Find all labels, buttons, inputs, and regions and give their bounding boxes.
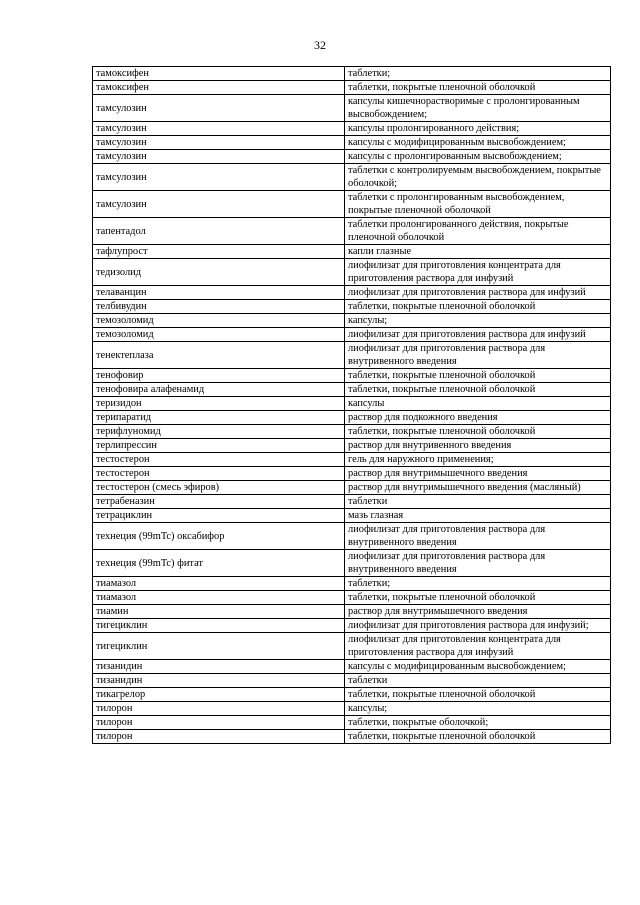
dosage-form-cell: лиофилизат для приготовления раствора для инфузий (345, 286, 611, 300)
drug-name-cell: терлипрессин (93, 439, 345, 453)
drug-name-cell: тедизолид (93, 259, 345, 286)
dosage-form-cell: таблетки; (345, 577, 611, 591)
table-row (93, 383, 611, 397)
dosage-form-cell: таблетки (345, 674, 611, 688)
table-row (93, 467, 611, 481)
dosage-form-cell: капсулы (345, 397, 611, 411)
table-row (93, 136, 611, 150)
table-row (93, 95, 611, 122)
table-row (93, 425, 611, 439)
drug-name-cell: тапентадол (93, 218, 345, 245)
dosage-form-cell: раствор для внутримышечного введения (345, 605, 611, 619)
table-row (93, 300, 611, 314)
table-row (93, 688, 611, 702)
table-row (93, 164, 611, 191)
table-row (93, 411, 611, 425)
table-row (93, 716, 611, 730)
drug-name-cell: тамоксифен (93, 67, 345, 81)
table-row (93, 67, 611, 81)
drug-name-cell: тизанидин (93, 674, 345, 688)
drug-name-cell: тамсулозин (93, 95, 345, 122)
drug-name-cell: терипаратид (93, 411, 345, 425)
drug-table (92, 66, 611, 744)
dosage-form-cell: капсулы кишечнорастворимые с пролонгированным высвобождением; (345, 95, 611, 122)
drug-name-cell: тилорон (93, 730, 345, 744)
dosage-form-cell: раствор для внутримышечного введения (масляный) (345, 481, 611, 495)
table-row (93, 397, 611, 411)
drug-name-cell: тизанидин (93, 660, 345, 674)
dosage-form-cell: лиофилизат для приготовления концентрата для приготовления раствора для инфузий (345, 633, 611, 660)
drug-name-cell: темозоломид (93, 328, 345, 342)
drug-name-cell: тафлупрост (93, 245, 345, 259)
drug-name-cell: тамсулозин (93, 136, 345, 150)
drug-name-cell: тилорон (93, 702, 345, 716)
table-row (93, 245, 611, 259)
drug-name-cell: тестостерон (смесь эфиров) (93, 481, 345, 495)
dosage-form-cell: таблетки, покрытые оболочкой; (345, 716, 611, 730)
drug-name-cell: тестостерон (93, 467, 345, 481)
drug-name-cell: технеция (99mTc) оксабифор (93, 523, 345, 550)
dosage-form-cell: раствор для внутримышечного введения (345, 467, 611, 481)
drug-name-cell: темозоломид (93, 314, 345, 328)
drug-name-cell: тигециклин (93, 633, 345, 660)
dosage-form-cell: раствор для подкожного введения (345, 411, 611, 425)
dosage-form-cell: лиофилизат для приготовления раствора для внутривенного введения (345, 342, 611, 369)
table-row (93, 730, 611, 744)
dosage-form-cell: лиофилизат для приготовления концентрата для приготовления раствора для инфузий (345, 259, 611, 286)
dosage-form-cell: капсулы; (345, 702, 611, 716)
drug-name-cell: тиамин (93, 605, 345, 619)
drug-name-cell: тамсулозин (93, 122, 345, 136)
drug-name-cell: тилорон (93, 716, 345, 730)
drug-name-cell: теризидон (93, 397, 345, 411)
dosage-form-cell: таблетки с контролируемым высвобождением, покрытые оболочкой; (345, 164, 611, 191)
table-row (93, 314, 611, 328)
dosage-form-cell: лиофилизат для приготовления раствора для инфузий; (345, 619, 611, 633)
drug-name-cell: тестостерон (93, 453, 345, 467)
table-row (93, 286, 611, 300)
dosage-form-cell: таблетки, покрытые пленочной оболочкой (345, 383, 611, 397)
table-row (93, 495, 611, 509)
drug-name-cell: тенектеплаза (93, 342, 345, 369)
dosage-form-cell: гель для наружного применения; (345, 453, 611, 467)
drug-name-cell: тиамазол (93, 577, 345, 591)
dosage-form-cell: таблетки, покрытые пленочной оболочкой (345, 369, 611, 383)
dosage-form-cell: таблетки, покрытые пленочной оболочкой (345, 81, 611, 95)
dosage-form-cell: капсулы с пролонгированным высвобождением; (345, 150, 611, 164)
table-row (93, 439, 611, 453)
drug-name-cell: терифлуномид (93, 425, 345, 439)
table-row (93, 81, 611, 95)
dosage-form-cell: капсулы с модифицированным высвобождением; (345, 136, 611, 150)
dosage-form-cell: таблетки, покрытые пленочной оболочкой (345, 688, 611, 702)
table-row (93, 702, 611, 716)
table-row (93, 481, 611, 495)
drug-name-cell: тенофовир (93, 369, 345, 383)
table-row (93, 150, 611, 164)
dosage-form-cell: раствор для внутривенного введения (345, 439, 611, 453)
drug-name-cell: тамсулозин (93, 191, 345, 218)
drug-name-cell: тамоксифен (93, 81, 345, 95)
drug-name-cell: тамсулозин (93, 150, 345, 164)
table-row (93, 328, 611, 342)
table-row (93, 369, 611, 383)
dosage-form-cell: таблетки с пролонгированным высвобождением, покрытые пленочной оболочкой (345, 191, 611, 218)
table-row (93, 259, 611, 286)
table-row (93, 591, 611, 605)
drug-name-cell: тиамазол (93, 591, 345, 605)
drug-name-cell: тетрабеназин (93, 495, 345, 509)
drug-name-cell: тикагрелор (93, 688, 345, 702)
table-row (93, 523, 611, 550)
table-row (93, 619, 611, 633)
dosage-form-cell: лиофилизат для приготовления раствора для инфузий (345, 328, 611, 342)
drug-name-cell: тамсулозин (93, 164, 345, 191)
table-row (93, 342, 611, 369)
dosage-form-cell: капсулы с модифицированным высвобождением; (345, 660, 611, 674)
table-row (93, 191, 611, 218)
drug-name-cell: тигециклин (93, 619, 345, 633)
drug-name-cell: телбивудин (93, 300, 345, 314)
table-row (93, 453, 611, 467)
dosage-form-cell: таблетки, покрытые пленочной оболочкой (345, 730, 611, 744)
table-row (93, 218, 611, 245)
dosage-form-cell: мазь глазная (345, 509, 611, 523)
dosage-form-cell: таблетки, покрытые пленочной оболочкой (345, 591, 611, 605)
dosage-form-cell: лиофилизат для приготовления раствора для внутривенного введения (345, 550, 611, 577)
table-row (93, 633, 611, 660)
table-row (93, 660, 611, 674)
table-row (93, 674, 611, 688)
drug-name-cell: тенофовира алафенамид (93, 383, 345, 397)
table-body (93, 67, 611, 744)
dosage-form-cell: капсулы; (345, 314, 611, 328)
page-number: 32 (314, 38, 326, 52)
dosage-form-cell: таблетки (345, 495, 611, 509)
drug-name-cell: технеция (99mTc) фитат (93, 550, 345, 577)
dosage-form-cell: таблетки, покрытые пленочной оболочкой (345, 425, 611, 439)
table-row (93, 509, 611, 523)
table-row (93, 605, 611, 619)
table-row (93, 122, 611, 136)
dosage-form-cell: таблетки; (345, 67, 611, 81)
dosage-form-cell: капли глазные (345, 245, 611, 259)
table-row (93, 577, 611, 591)
dosage-form-cell: капсулы пролонгированного действия; (345, 122, 611, 136)
table-row (93, 550, 611, 577)
dosage-form-cell: таблетки, покрытые пленочной оболочкой (345, 300, 611, 314)
drug-name-cell: тетрациклин (93, 509, 345, 523)
drug-name-cell: телаванцин (93, 286, 345, 300)
dosage-form-cell: лиофилизат для приготовления раствора для внутривенного введения (345, 523, 611, 550)
dosage-form-cell: таблетки пролонгированного действия, покрытые пленочной оболочкой (345, 218, 611, 245)
